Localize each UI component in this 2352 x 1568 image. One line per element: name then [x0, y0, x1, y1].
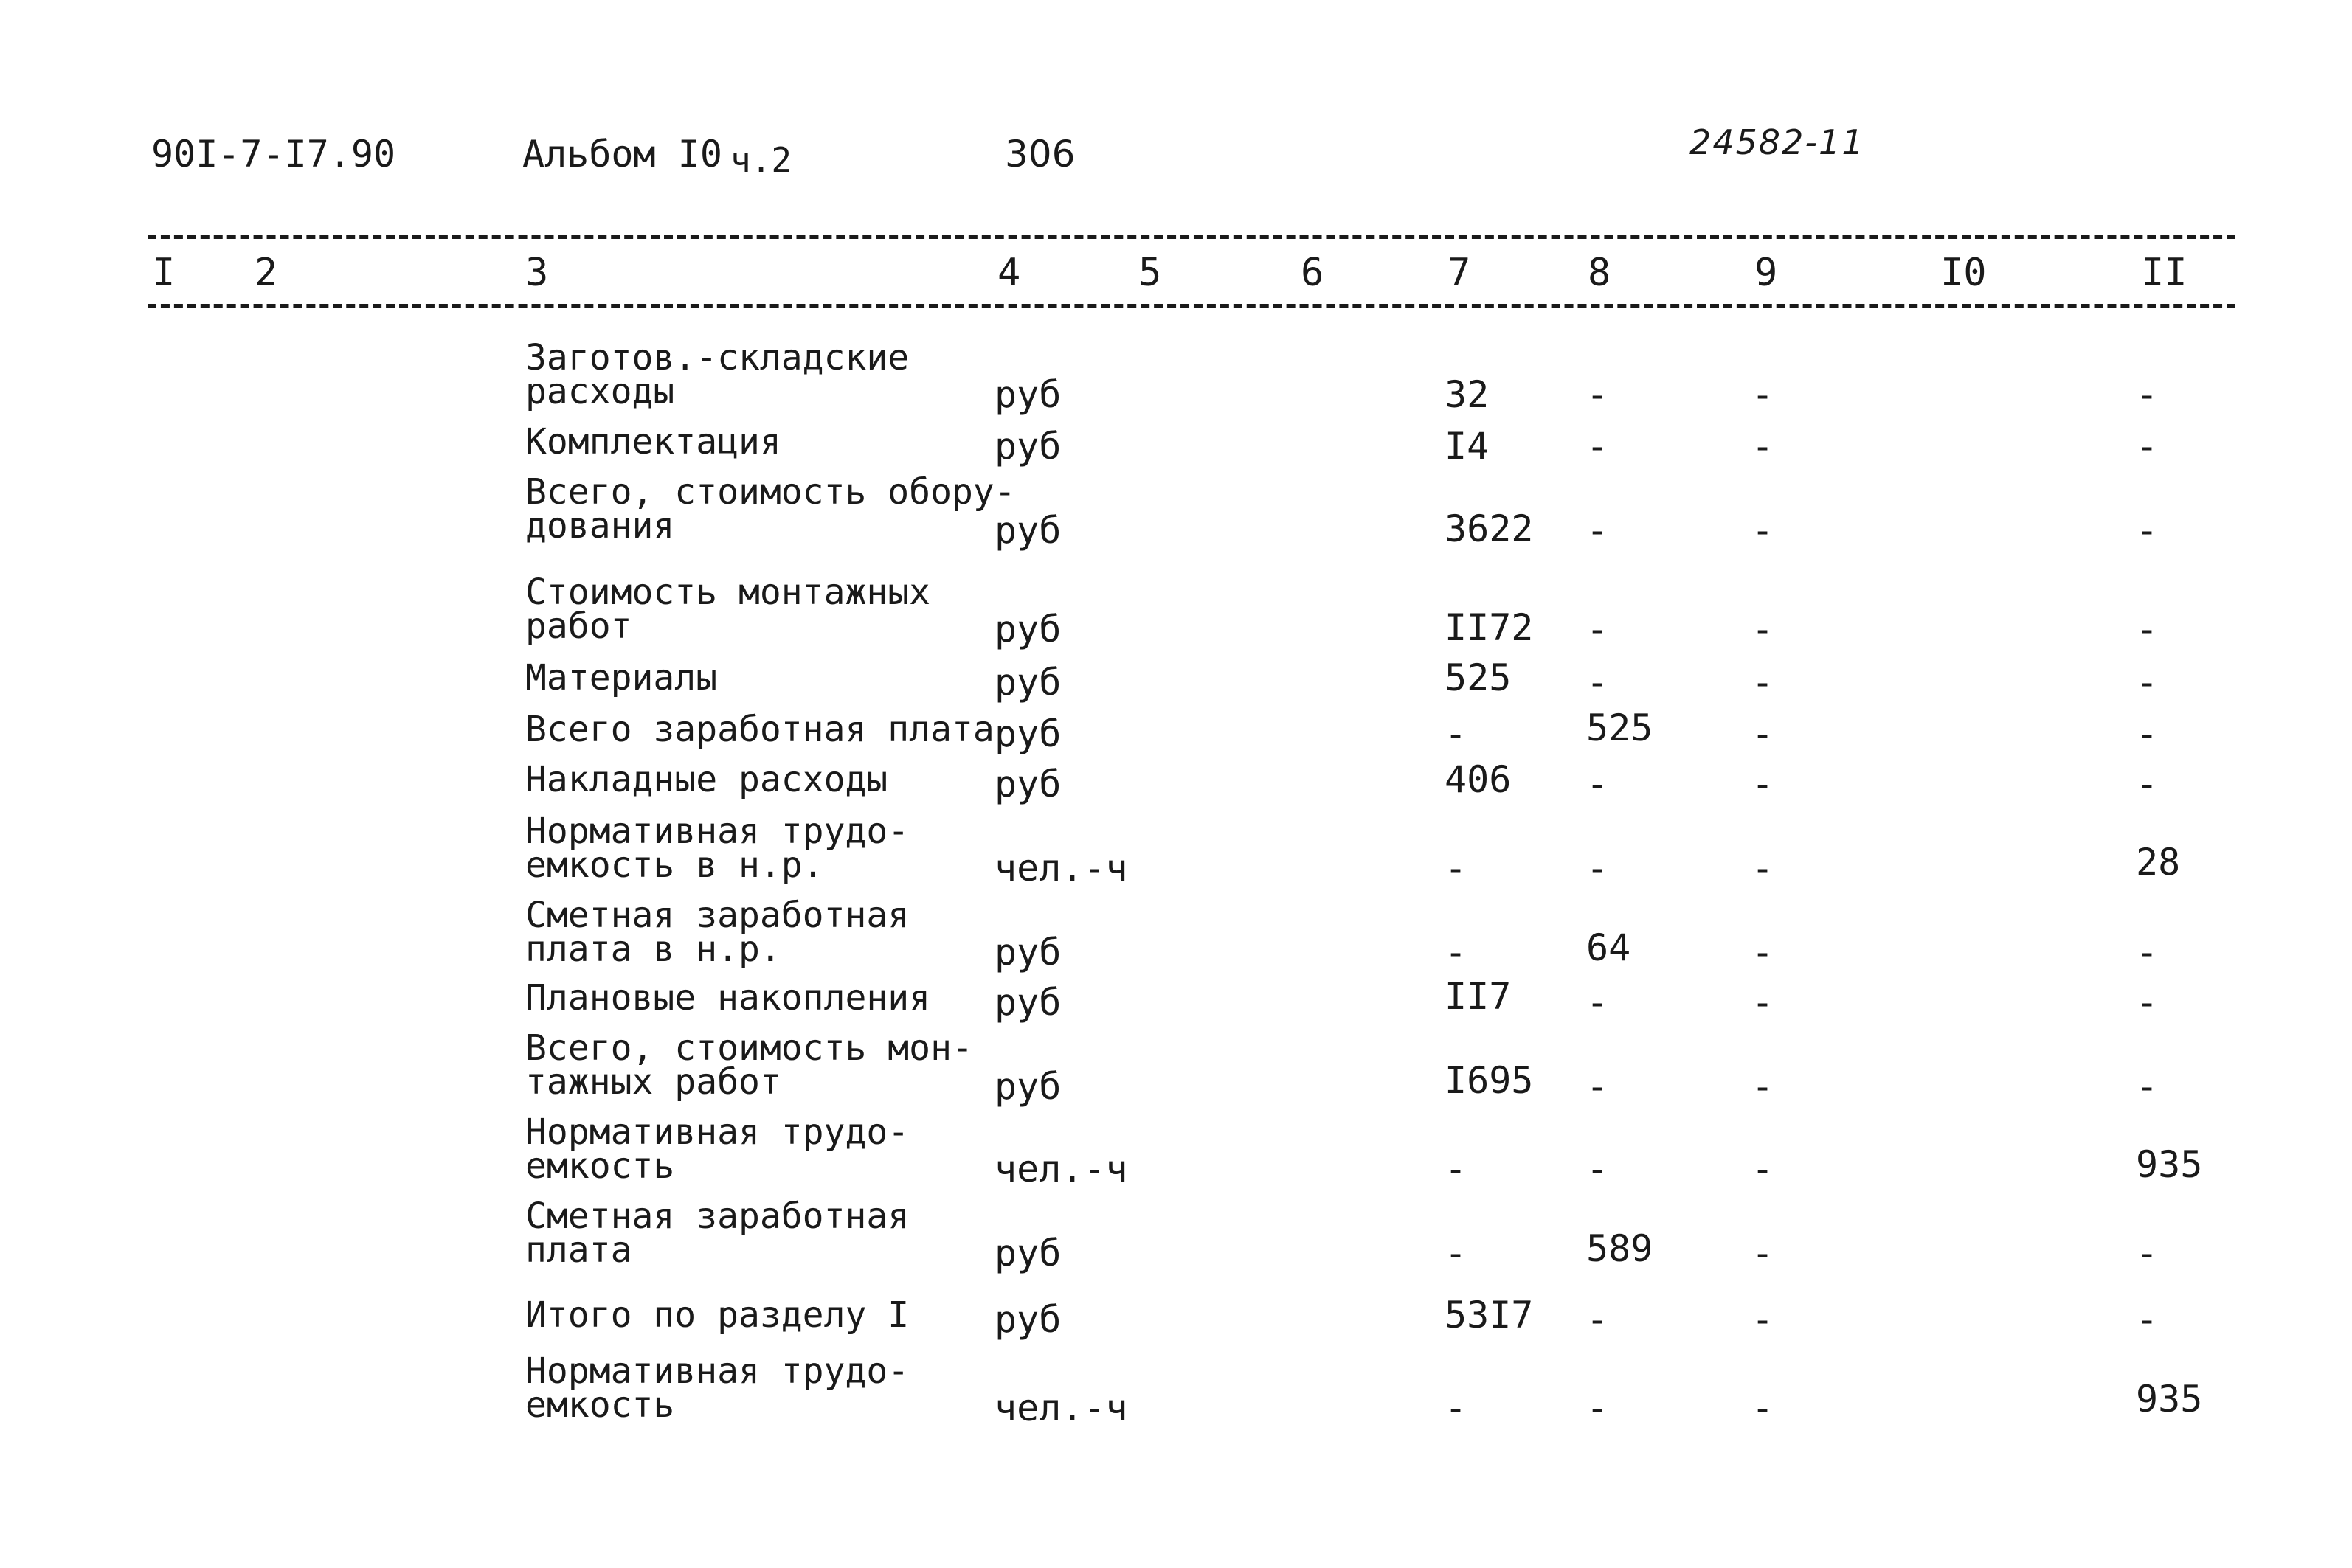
row-unit: руб [995, 509, 1062, 552]
row-unit: руб [995, 712, 1062, 755]
row-unit: руб [995, 661, 1062, 704]
cell-col7: II7 [1445, 975, 1512, 1018]
column-number-4: 4 [997, 251, 1021, 295]
cell-col11: - [2136, 509, 2159, 552]
cell-col7: - [1445, 1148, 1467, 1190]
row-description-line: плата [525, 1229, 632, 1271]
row-description-line: Всего, стоимость мон- [525, 1027, 973, 1069]
row-description-line: расходы [525, 371, 675, 412]
cell-col9: - [1751, 509, 1774, 552]
cell-col8: - [1586, 661, 1609, 704]
cell-col7: I4 [1445, 425, 1490, 468]
cell-col11: - [2136, 931, 2159, 974]
cell-col9: - [1751, 608, 1774, 651]
row-description [525, 1196, 910, 1271]
cell-col11: 28 [2136, 841, 2181, 884]
cell-col8: - [1586, 763, 1609, 805]
bottom-dashed-rule [148, 304, 2235, 308]
cell-col9: - [1751, 763, 1774, 805]
row-description-line: Нормативная трудо- [525, 1350, 910, 1392]
cell-col9: - [1751, 1065, 1774, 1108]
cell-col11: - [2136, 425, 2159, 468]
cell-col8: - [1586, 1298, 1609, 1341]
album-part: ч.2 [730, 140, 792, 180]
row-description [525, 337, 910, 412]
row-description [525, 471, 1016, 547]
column-number-11: II [2141, 251, 2187, 295]
row-description-line: Нормативная трудо- [525, 1111, 910, 1153]
cell-col8: - [1586, 1387, 1609, 1429]
page-number: 306 [1005, 133, 1076, 176]
row-description-line: тажных работ [525, 1061, 781, 1103]
row-description [525, 1027, 973, 1103]
row-description-line: плата в н.р. [525, 929, 781, 970]
column-number-8: 8 [1588, 251, 1611, 295]
row-description-line: емкость [525, 1384, 675, 1426]
cell-col8: 589 [1586, 1227, 1653, 1270]
column-number-6: 6 [1301, 251, 1324, 295]
cell-col7: 3622 [1445, 507, 1534, 550]
cell-col7: - [1445, 931, 1467, 974]
column-number-2: 2 [255, 251, 278, 295]
cell-col8: - [1586, 509, 1609, 552]
row-description-line: Плановые накопления [525, 977, 931, 1019]
cell-col8: 64 [1586, 926, 1631, 969]
album-label: Альбом I0 [522, 133, 722, 176]
row-description-line: Материалы [525, 657, 718, 698]
row-description-line: емкость в н.р. [525, 844, 824, 886]
cell-col11: 935 [2136, 1378, 2203, 1420]
row-unit: руб [995, 608, 1062, 651]
cell-col9: - [1751, 712, 1774, 755]
cell-col11: - [2136, 1298, 2159, 1341]
cell-col8: - [1586, 1148, 1609, 1190]
cell-col7: - [1445, 1387, 1467, 1429]
row-description-line: Комплектация [525, 421, 781, 462]
row-description [525, 977, 931, 1019]
handwritten-stamp: 24582-11 [1689, 122, 1865, 162]
row-description [525, 1294, 910, 1336]
cell-col11: - [2136, 661, 2159, 704]
cell-col7: 32 [1445, 373, 1490, 416]
row-description-line: дования [525, 505, 675, 547]
document-code: 90I-7-I7.90 [151, 133, 396, 176]
cell-col9: - [1751, 931, 1774, 974]
cell-col11: - [2136, 373, 2159, 416]
row-description-line: Итого по разделу I [525, 1294, 910, 1336]
row-description-line: Нормативная трудо- [525, 811, 910, 852]
cell-col7: - [1445, 847, 1467, 889]
row-description-line: Сметная заработная [525, 1196, 910, 1237]
row-unit: руб [995, 981, 1062, 1024]
row-unit: руб [995, 373, 1062, 416]
cell-col8: - [1586, 847, 1609, 889]
row-description-line: Стоимость монтажных [525, 572, 931, 613]
row-description [525, 421, 781, 462]
row-description [525, 709, 995, 750]
cell-col9: - [1751, 373, 1774, 416]
cell-col11: 935 [2136, 1143, 2203, 1186]
row-unit: чел.-ч [995, 847, 1128, 889]
cell-col11: - [2136, 1232, 2159, 1274]
cell-col9: - [1751, 1232, 1774, 1274]
cell-col9: - [1751, 1298, 1774, 1341]
column-number-3: 3 [525, 251, 549, 295]
cell-col8: - [1586, 373, 1609, 416]
row-description [525, 811, 910, 886]
cell-col8: - [1586, 981, 1609, 1024]
row-description-line: Всего заработная плата [525, 709, 995, 750]
row-description [525, 759, 888, 800]
cell-col8: - [1586, 425, 1609, 468]
row-description-line: Заготов.-складские [525, 337, 910, 378]
row-unit: руб [995, 425, 1062, 468]
row-unit: руб [995, 1232, 1062, 1274]
cell-col7: I695 [1445, 1059, 1534, 1102]
cell-col7: II72 [1445, 606, 1534, 649]
cell-col8: 525 [1586, 707, 1653, 749]
cell-col8: - [1586, 608, 1609, 651]
cell-col7: 406 [1445, 758, 1512, 801]
cell-col9: - [1751, 981, 1774, 1024]
row-description [525, 1111, 910, 1187]
row-description-line: Всего, стоимость обору- [525, 471, 1016, 513]
cell-col9: - [1751, 661, 1774, 704]
cell-col9: - [1751, 425, 1774, 468]
column-number-7: 7 [1447, 251, 1471, 295]
row-description-line: Сметная заработная [525, 895, 910, 936]
row-unit: руб [995, 1298, 1062, 1341]
column-number-9: 9 [1754, 251, 1778, 295]
cell-col11: - [2136, 608, 2159, 651]
row-description [525, 1350, 910, 1426]
row-unit: чел.-ч [995, 1387, 1128, 1429]
row-description [525, 657, 718, 698]
cell-col8: - [1586, 1065, 1609, 1108]
row-unit: чел.-ч [995, 1148, 1128, 1190]
row-description-line: работ [525, 606, 632, 647]
row-description [525, 895, 910, 970]
cell-col11: - [2136, 763, 2159, 805]
cell-col7: 525 [1445, 656, 1512, 699]
column-number-10: I0 [1940, 251, 1987, 295]
cell-col7: - [1445, 712, 1467, 755]
cell-col11: - [2136, 712, 2159, 755]
row-description-line: емкость [525, 1145, 675, 1187]
row-unit: руб [995, 1065, 1062, 1108]
column-number-5: 5 [1138, 251, 1162, 295]
cell-col11: - [2136, 1065, 2159, 1108]
row-unit: руб [995, 931, 1062, 974]
row-unit: руб [995, 763, 1062, 805]
column-number-1: I [152, 251, 176, 295]
row-description [525, 572, 931, 647]
row-description-line: Накладные расходы [525, 759, 888, 800]
cell-col9: - [1751, 1387, 1774, 1429]
cell-col7: - [1445, 1232, 1467, 1274]
cell-col9: - [1751, 847, 1774, 889]
cell-col7: 53I7 [1445, 1294, 1534, 1336]
cell-col11: - [2136, 981, 2159, 1024]
cell-col9: - [1751, 1148, 1774, 1190]
top-dashed-rule [148, 235, 2235, 239]
